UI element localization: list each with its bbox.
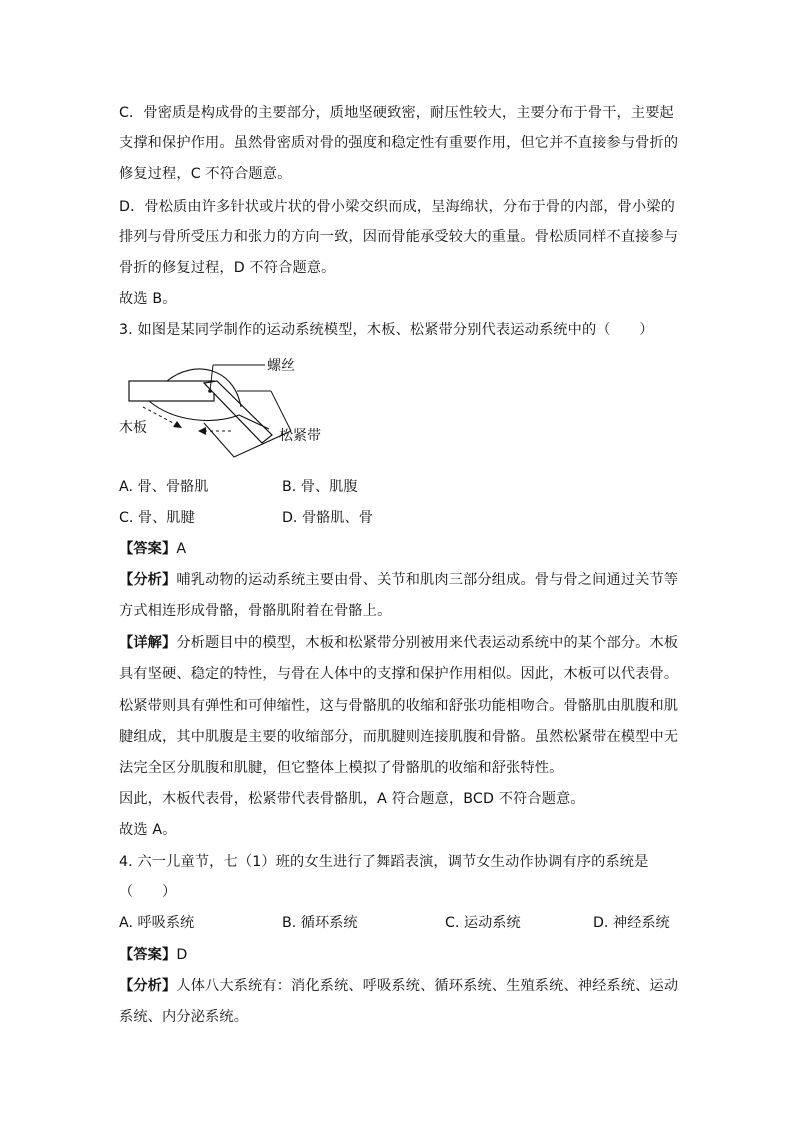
- detail-text: 分析题目中的模型，木板和松紧带分别被用来代表运动系统中的某个部分。木板: [176, 635, 679, 651]
- q3-detail-line: 法完全区分肌腹和肌腱，但它整体上模拟了骨骼肌的收缩和舒张特性。: [119, 760, 564, 776]
- answer-tag: 【答案】: [119, 541, 177, 557]
- option-d-explanation-line: D．骨松质由许多针状或片状的骨小梁交织而成，呈海绵状，分布于骨的内部，骨小梁的: [119, 199, 675, 215]
- q3-answer: [119, 539, 186, 559]
- q4-analysis-line: [119, 976, 678, 996]
- q3-analysis-line: [119, 570, 678, 590]
- answer-value: D: [176, 947, 188, 963]
- q4-stem: （ ）: [119, 884, 177, 900]
- motion-system-model-figure: [119, 347, 349, 467]
- q3-choose-line: 故选 A。: [119, 822, 177, 838]
- q3-detail-line: 具有坚硬、稳定的特性，与骨在人体中的支撑和保护作用相似。因此，木板可以代表骨。: [119, 666, 679, 682]
- option-c-explanation-line: 支撑和保护作用。虽然骨密质对骨的强度和稳定性有重要作用，但它并不直接参与骨折的: [119, 135, 679, 151]
- label-board: 木板: [119, 420, 147, 436]
- q4-analysis-line: 系统、内分泌系统。: [119, 1009, 249, 1025]
- q3-detail-line: [119, 633, 678, 653]
- q3-analysis-line: 方式相连形成骨骼，骨骼肌附着在骨骼上。: [119, 603, 392, 619]
- dashed-arrow-right-head: [198, 427, 206, 435]
- q3-option-a: A. 骨、骨骼肌: [119, 479, 209, 495]
- option-d-explanation-line: 骨折的修复过程，D 不符合题意。: [119, 260, 336, 276]
- q4-answer: [119, 945, 187, 965]
- dashed-arrow-left-line: [143, 407, 177, 425]
- detail-tag: 【详解】: [119, 635, 177, 651]
- q3-option-c: C. 骨、肌腱: [119, 510, 195, 526]
- q3-option-b: B. 骨、肌腹: [282, 479, 358, 495]
- q4-option-a: A. 呼吸系统: [119, 915, 195, 931]
- answer-value: A: [176, 541, 187, 557]
- q4-option-d: D. 神经系统: [593, 915, 670, 931]
- option-c-explanation-line: C．骨密质是构成骨的主要部分，质地坚硬致密，耐压性较大，主要分布于骨干，主要起: [119, 105, 674, 121]
- q4-option-b: B. 循环系统: [282, 915, 358, 931]
- analysis-tag: 【分析】: [119, 978, 177, 994]
- upper-board-shape: [129, 381, 214, 401]
- dashed-arrow-left-head: [173, 421, 182, 428]
- label-screw: 螺丝: [267, 358, 295, 374]
- option-d-explanation-line: 排列与骨所受压力和张力的方向一致，因而骨能承受较大的重量。骨松质同样不直接参与: [119, 229, 679, 245]
- analysis-tag: 【分析】: [119, 572, 177, 588]
- analysis-text: 人体八大系统有：消化系统、呼吸系统、循环系统、生殖系统、神经系统、运动: [176, 978, 679, 994]
- q4-option-c: C. 运动系统: [445, 915, 521, 931]
- q3-detail-line: 腱组成，其中肌腹是主要的收缩部分，而肌腱则连接肌腹和骨骼。虽然松紧带在模型中无: [119, 729, 679, 745]
- q3-stem: 3. 如图是某同学制作的运动系统模型，木板、松紧带分别代表运动系统中的（ ）: [119, 322, 654, 338]
- model-diagram: [119, 347, 349, 467]
- label-band: 松紧带: [279, 428, 321, 444]
- lower-board-shape: [204, 381, 272, 443]
- q3-detail-line: 因此，木板代表骨，松紧带代表骨骼肌，A 符合题意，BCD 不符合题意。: [119, 791, 585, 807]
- analysis-text: 哺乳动物的运动系统主要由骨、关节和肌肉三部分组成。骨与骨之间通过关节等: [176, 572, 679, 588]
- q2-choose-line: 故选 B。: [119, 291, 177, 307]
- q4-stem: 4. 六一儿童节，七（1）班的女生进行了舞蹈表演，调节女生动作协调有序的系统是: [119, 854, 649, 870]
- answer-tag: 【答案】: [119, 947, 177, 963]
- band-leader-diag: [271, 391, 291, 431]
- q3-detail-line: 松紧带则具有弹性和可伸缩性，这与骨骼肌的收缩和舒张功能相吻合。骨骼肌由肌腹和肌: [119, 698, 679, 714]
- option-c-explanation-line: 修复过程，C 不符合题意。: [119, 166, 292, 182]
- q3-option-d: D. 骨骼肌、骨: [282, 510, 373, 526]
